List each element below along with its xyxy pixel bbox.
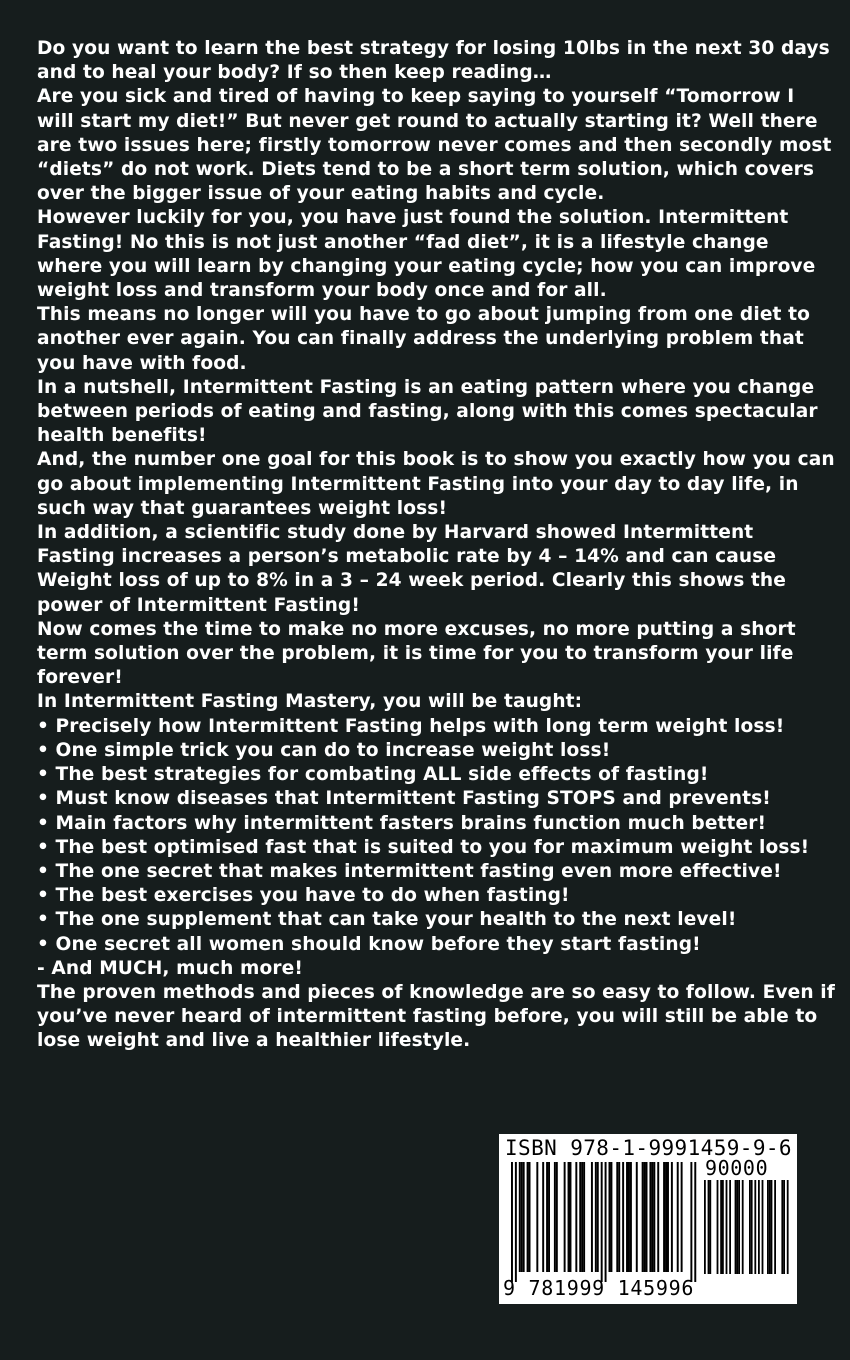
barcode-bar [771,1180,773,1274]
barcode-bar [570,1162,572,1272]
barcode-bar [616,1162,618,1272]
barcode-bar [717,1180,719,1274]
barcode-bar [564,1162,566,1272]
barcode-bar [646,1162,648,1272]
list-item: • Must know diseases that Intermittent Fasting STOPS and prevents! [37,788,771,810]
barcode-bar [694,1162,696,1282]
isbn-barcode [499,1134,797,1304]
barcode-bar [762,1180,764,1274]
barcode-bar [511,1162,513,1282]
intro-paragraph: Do you want to learn the best strategy for losing 10lbs in the next 30 days and to heal your body? If so then keep reading… [37,38,830,84]
call-to-action-paragraph: Now comes the time to make no more excuses, no more putting a short term solution over the problem, it is time for you to transform your life forever! [37,618,796,689]
barcode-bar [609,1162,611,1272]
barcode-bar [774,1180,776,1274]
barcode-bar [738,1180,740,1274]
barcode-bar [542,1162,544,1272]
barcode-bar [618,1162,620,1272]
list-item: • One secret all women should know before they start fasting! [37,933,701,955]
barcode-bar [671,1162,673,1272]
definition-paragraph: In a nutshell, Intermittent Fasting is an eating pattern where you change between periods of eating and fasting, along with this comes spectacular health benefits! [37,376,818,447]
list-item: • The best optimised fast that is suited to you for maximum weight loss! [37,836,810,858]
barcode-bar [601,1162,603,1282]
barcode-bar [554,1162,556,1272]
barcode-bar [622,1162,624,1272]
barcode-bar [610,1162,612,1272]
barcode-bar [548,1162,550,1272]
barcode-bar [636,1162,638,1272]
barcode-bar [649,1162,651,1272]
barcode-bar [630,1162,632,1272]
addon-barcode-bars [704,1180,790,1274]
barcode-bar [787,1180,789,1274]
study-paragraph: In addition, a scientific study done by Harvard showed Intermittent Fasting increases a person’s metabolic rate by 4 – 14% and can cause Weight loss of up to 8% in a 3 – 24 week period. Clearly this shows the power of Intermittent Fasting! [37,522,786,616]
list-item: • Main factors why intermittent fasters brains function much better! [37,812,767,834]
barcode-bar [769,1180,771,1274]
list-item: • The best exercises you have to do when fasting! [37,885,570,907]
barcode-bar [709,1180,711,1274]
barcode-bar [527,1162,529,1272]
list-item: • The one supplement that can take your health to the next level! [37,909,737,931]
barcode-bar [729,1180,731,1274]
barcode-bar [529,1162,531,1272]
problem-paragraph: Are you sick and tired of having to keep saying to yourself “Tomorrow I will start my diet!” But never get round to actually starting it? Well there are two issues here; firstly tomorrow never comes and then secondly most “diets” do not work. Diets tend to be a short term solution, which covers over the bigger issue of your eating habits and cycle. [37,86,832,205]
barcode-bar [591,1162,593,1272]
barcode-bar [536,1162,538,1272]
list-item: • One simple trick you can do to increase weight loss! [37,739,611,761]
ean-barcode-bars [511,1162,699,1282]
barcode-bar [595,1162,597,1272]
barcode-bar [667,1162,669,1272]
barcode-bar [754,1180,756,1274]
list-item: • Precisely how Intermittent Fasting helps with long term weight loss! [37,715,785,737]
barcode-bar [708,1180,710,1274]
barcode-bar [628,1162,630,1272]
barcode-bar [626,1162,628,1272]
barcode-bar [642,1162,644,1272]
barcode-bar [546,1162,548,1272]
barcode-bar [523,1162,525,1272]
barcode-bar [665,1162,667,1272]
barcode-bar [704,1180,706,1274]
barcode-bar [519,1162,521,1272]
isbn-label: ISBN 978-1-9991459-9-6 [505,1136,792,1160]
barcode-bar [726,1180,728,1274]
closing-paragraph: The proven methods and pieces of knowledge are so easy to follow. Even if you’ve never heard of intermittent fasting before, you will still be able to lose weight and live a healthier lifestyle. [37,981,835,1052]
barcode-bar [583,1162,585,1272]
goal-paragraph: And, the number one goal for this book is to show you exactly how you can go about implementing Intermittent Fasting into your day to day life, in such way that guarantees weight loss! [37,449,835,519]
barcode-bar [690,1162,692,1282]
barcode-bar [742,1180,744,1274]
barcode-bar [783,1180,785,1274]
barcode-bar [758,1180,760,1274]
list-item: • The one secret that makes intermittent fasting even more effective! [37,860,782,882]
barcode-bar [767,1180,769,1274]
barcode-bar [722,1180,724,1274]
barcode-bar [644,1162,646,1272]
back-cover-description [37,37,837,1054]
barcode-bar [735,1180,737,1274]
barcode-bar [751,1180,753,1274]
barcode-bar [579,1162,581,1272]
barcode-bar [605,1162,607,1282]
barcode-bar [681,1162,683,1272]
barcode-bar [653,1162,655,1272]
barcode-bar [597,1162,599,1272]
barcode-bar [749,1180,751,1274]
list-intro: In Intermittent Fasting Mastery, you will be taught: [37,691,583,713]
price-code: 90000 [705,1156,769,1180]
list-item: • The best strategies for combating ALL side effects of fasting! [37,764,709,786]
solution-paragraph: However luckily for you, you have just found the solution. Intermittent Fasting! No this is not just another “fad diet”, it is a lifestyle change where you will learn by changing your eating cycle; how you can improve weight loss and transform your body once and for all. [37,207,816,302]
ean-digits: 9 781999 145996 [503,1276,695,1300]
barcode-bar [663,1162,665,1272]
barcode-bar [781,1180,783,1274]
barcode-bar [657,1162,659,1272]
benefit-paragraph: This means no longer will you have to go about jumping from one diet to another ever again. You can finally address the underlying problem that you have with food. [37,304,810,374]
barcode-bar [515,1162,517,1282]
barcode-bar [736,1180,738,1274]
barcode-bar [568,1162,570,1272]
barcode-bar [581,1162,583,1272]
barcode-bar [677,1162,679,1272]
barcode-bar [575,1162,577,1272]
barcode-bar [521,1162,523,1272]
barcode-bar [651,1162,653,1272]
barcode-bar [720,1180,722,1274]
list-item: - And MUCH, much more! [37,957,303,979]
barcode-bar [556,1162,558,1272]
